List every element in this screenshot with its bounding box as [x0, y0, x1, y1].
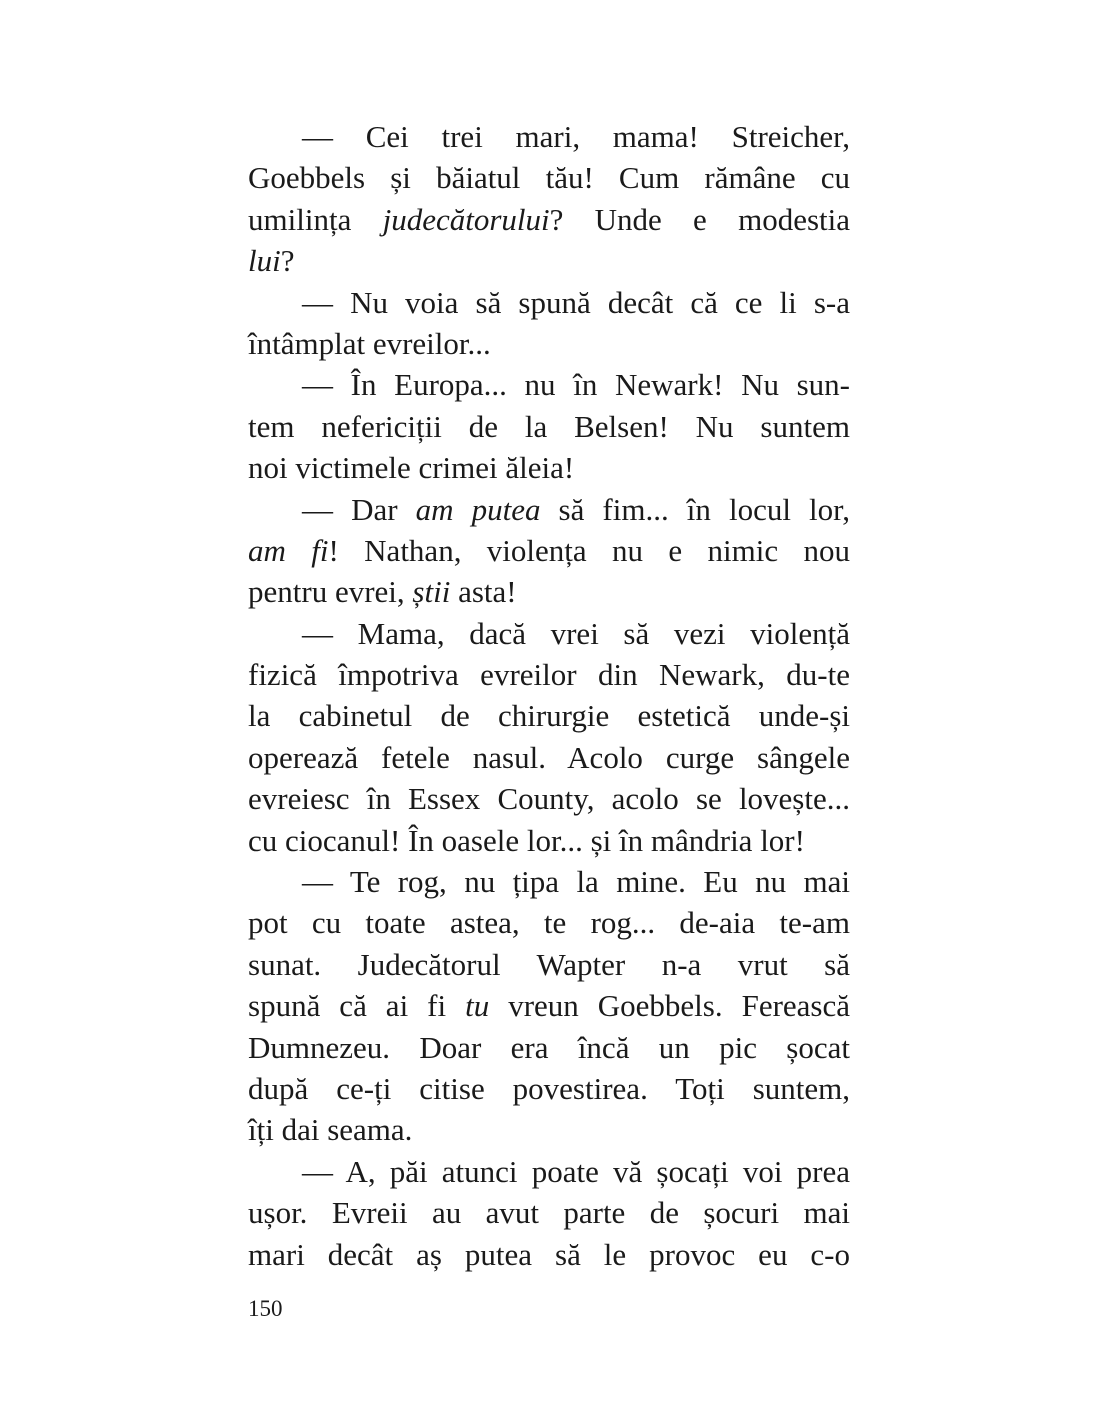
text-run: umilința: [248, 201, 383, 237]
text-line: [248, 1109, 850, 1150]
italic-text: am fi: [248, 532, 329, 568]
text-run: să fim... în locul lor,: [540, 491, 850, 527]
italic-text: știi: [412, 574, 451, 610]
text-run: — A, păi atunci poate vă șocați voi prea: [302, 1153, 850, 1189]
page-number: 150: [248, 1296, 283, 1321]
text-run: îți dai seama.: [248, 1112, 413, 1148]
text-run: — Te rog, nu țipa la mine. Eu nu mai: [302, 864, 850, 900]
text-run: — Mama, dacă vrei să vezi violență: [302, 615, 850, 651]
text-line: [248, 737, 850, 778]
text-line: [248, 323, 850, 364]
text-run: după ce-ți citise povestirea. Toți suntem,: [248, 1070, 850, 1106]
dialogue-paragraph: [248, 489, 850, 613]
text-run: — Nu voia să spună decât că ce li s-a: [302, 284, 850, 320]
text-run: noi victimele crimei ăleia!: [248, 450, 575, 486]
text-run: pentru evrei,: [248, 574, 413, 610]
text-run: ?: [280, 243, 295, 279]
text-run: asta!: [450, 574, 517, 610]
text-line: [248, 1192, 850, 1233]
text-line: [248, 985, 850, 1026]
text-line: [248, 157, 850, 198]
dialogue-paragraph: [248, 613, 850, 861]
dialogue-paragraph: [248, 116, 850, 282]
text-run: fizică împotriva evreilor din Newark, du-te: [248, 657, 850, 693]
text-line: [248, 1068, 850, 1109]
text-line: [248, 116, 850, 157]
text-line: [248, 778, 850, 819]
text-line: [248, 613, 850, 654]
text-line: [248, 861, 850, 902]
text-line: [248, 820, 850, 861]
text-line: [248, 902, 850, 943]
text-run: evreiesc în Essex County, acolo se lovește...: [248, 781, 850, 817]
text-run: la cabinetul de chirurgie estetică unde-și: [248, 698, 850, 734]
text-line: [248, 406, 850, 447]
italic-text: judecătorului: [382, 201, 550, 237]
dialogue-paragraph: [248, 1151, 850, 1275]
text-run: — În Europa... nu în Newark! Nu sun-: [302, 367, 850, 403]
text-run: Dumnezeu. Doar era încă un pic șocat: [248, 1029, 850, 1065]
body-text: [248, 116, 850, 1275]
italic-text: lui: [248, 243, 281, 279]
text-line: [248, 1234, 850, 1275]
text-run: ! Nathan, violența nu e nimic nou: [328, 532, 850, 568]
text-line: [248, 240, 850, 281]
text-run: — Cei trei mari, mama! Streicher,: [302, 119, 850, 154]
text-run: operează fetele nasul. Acolo curge sângele: [248, 739, 850, 775]
text-run: vreun Goebbels. Ferească: [489, 988, 851, 1024]
dialogue-paragraph: [248, 282, 850, 365]
text-run: spună că ai fi: [248, 988, 466, 1024]
text-line: [248, 654, 850, 695]
dialogue-paragraph: [248, 364, 850, 488]
text-line: [248, 282, 850, 323]
italic-text: am putea: [415, 491, 541, 527]
text-line: [248, 364, 850, 405]
text-line: [248, 1151, 850, 1192]
text-line: [248, 489, 850, 530]
italic-text: tu: [465, 988, 490, 1024]
text-run: ? Unde e modestia: [549, 201, 850, 237]
text-run: sunat. Judecătorul Wapter n-a vrut să: [248, 946, 850, 982]
text-run: Goebbels și băiatul tău! Cum rămâne cu: [248, 160, 850, 196]
text-line: [248, 695, 850, 736]
text-run: — Dar: [302, 491, 416, 527]
text-line: [248, 1027, 850, 1068]
dialogue-paragraph: [248, 861, 850, 1151]
text-line: [248, 944, 850, 985]
text-run: mari decât aș putea să le provoc eu c-o: [248, 1236, 850, 1272]
text-run: întâmplat evreilor...: [248, 325, 491, 361]
text-run: pot cu toate astea, te rog... de-aia te-am: [248, 905, 850, 941]
text-line: [248, 447, 850, 488]
text-run: ușor. Evreii au avut parte de șocuri mai: [248, 1195, 850, 1231]
text-run: tem nefericiții de la Belsen! Nu suntem: [248, 408, 850, 444]
text-line: [248, 199, 850, 240]
text-run: cu ciocanul! În oasele lor... și în mândria lor!: [248, 822, 805, 858]
text-line: [248, 530, 850, 571]
text-line: [248, 571, 850, 612]
